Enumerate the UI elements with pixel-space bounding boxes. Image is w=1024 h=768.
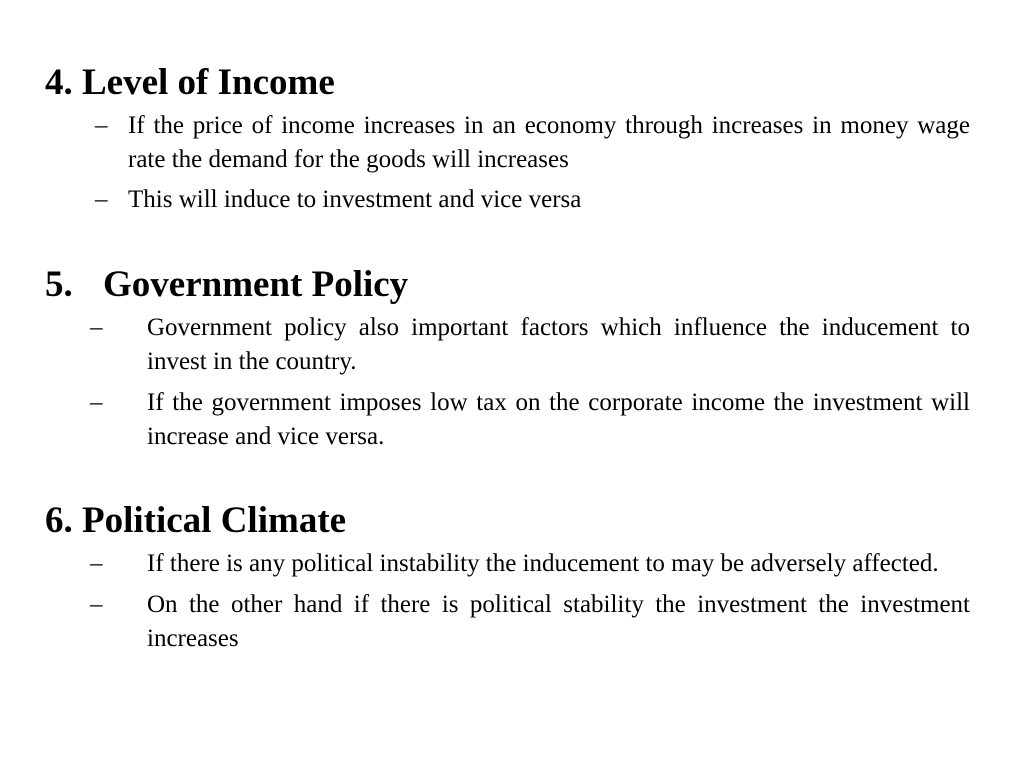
- bullet-item: [45, 386, 970, 454]
- bullet-list: [45, 311, 970, 454]
- bullet-list: [45, 109, 970, 217]
- bullet-item: [45, 311, 970, 379]
- section-title: Political Climate: [82, 500, 347, 541]
- section-heading: [45, 501, 970, 541]
- bullet-text: This will induce to investment and vice versa: [128, 186, 582, 213]
- section-number: 4.: [45, 62, 73, 103]
- bullet-dash: –: [90, 314, 103, 341]
- bullet-text: If the government imposes low tax on the corporate income the investment will increase and vice versa.: [147, 389, 970, 450]
- bullet-dash: –: [90, 389, 103, 416]
- section-level-of-income: [45, 63, 970, 223]
- section-number: 5.: [45, 264, 73, 305]
- section-heading: [45, 63, 970, 103]
- bullet-dash: –: [90, 591, 103, 618]
- bullet-item: [45, 109, 970, 177]
- section-government-policy: [45, 265, 970, 461]
- section-political-climate: [45, 501, 970, 663]
- bullet-item: [45, 547, 970, 581]
- bullet-dash: –: [95, 112, 108, 139]
- bullet-dash: –: [90, 550, 103, 577]
- bullet-dash: –: [95, 186, 108, 213]
- bullet-item: [45, 588, 970, 656]
- bullet-text: If the price of income increases in an economy through increases in money wage rate the demand for the goods will increases: [128, 112, 970, 173]
- bullet-item: [45, 183, 970, 217]
- bullet-text: If there is any political instability the inducement to may be adversely affected.: [147, 550, 939, 577]
- bullet-list: [45, 547, 970, 656]
- bullet-text: On the other hand if there is political stability the investment the investment increases: [147, 591, 970, 652]
- section-title: Government Policy: [103, 264, 409, 305]
- section-number: 6.: [45, 500, 73, 541]
- bullet-text: Government policy also important factors which influence the inducement to invest in the country.: [147, 314, 970, 375]
- section-heading: [45, 265, 970, 305]
- section-title: Level of Income: [82, 62, 335, 103]
